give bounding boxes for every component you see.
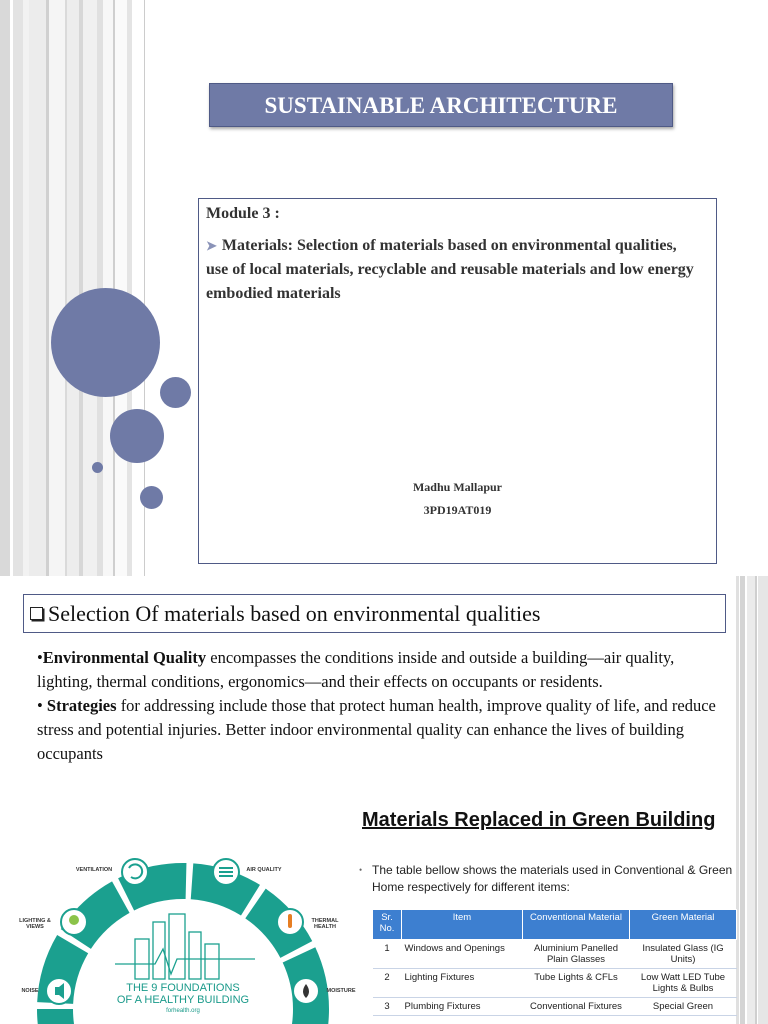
decorative-circle bbox=[51, 288, 160, 397]
decorative-circle bbox=[110, 409, 164, 463]
table-header: Conventional Material bbox=[523, 910, 630, 940]
slide-2 bbox=[0, 576, 768, 1024]
slide-2-title bbox=[23, 594, 726, 633]
table-cell: Special Green bbox=[630, 998, 737, 1016]
paragraph-text: for addressing include those that protect human health, improve quality of life, and reduce stress and potential injuries. Better indoor environmental quality can enhance the lives of building occupants bbox=[37, 696, 716, 763]
bullet-dot-icon: • bbox=[359, 865, 363, 875]
table-cell: Plumbing Fixtures bbox=[402, 998, 523, 1016]
table-cell: Conventional Fixtures bbox=[523, 998, 630, 1016]
table-cell: Windows and Openings bbox=[402, 940, 523, 969]
infographic-site: forhealth.org bbox=[166, 1008, 200, 1014]
arrow-bullet-icon: ➤ bbox=[206, 238, 217, 253]
slide-2-title-text: Selection Of materials based on environmental qualities bbox=[48, 601, 541, 626]
table-cell: Low Watt LED Tube Lights & Bulbs bbox=[630, 969, 737, 998]
infographic-title bbox=[105, 982, 261, 1006]
label-moisture: MOISTURE bbox=[326, 988, 356, 994]
table-header: Item bbox=[402, 910, 523, 940]
decorative-stripes bbox=[736, 576, 768, 1024]
paragraph-environmental-quality: •Environmental Quality encompasses the conditions inside and outside a building—air quality, lighting, thermal conditions, ergonomics—and their effects on occupants or residents. bbox=[37, 648, 675, 691]
table-cell: 3 bbox=[373, 998, 402, 1016]
infographic-title-line-1: THE 9 FOUNDATIONS bbox=[126, 982, 240, 994]
paragraph-strategies: • Strategies for addressing include those that protect human health, improve quality of life, and reduce stress and potential injuries. Better indoor environmental quality can enhance the lives of building occupants bbox=[37, 696, 716, 763]
decorative-stripes bbox=[0, 0, 150, 576]
module-description-text: Materials: Selection of materials based on environmental qualities, use of local materials, recyclable and reusable materials and low energy embodied materials bbox=[206, 237, 694, 302]
label-air-quality: AIR QUALITY bbox=[246, 867, 282, 873]
materials-heading: Materials Replaced in Green Building bbox=[362, 809, 716, 831]
author-id: 3PD19AT019 bbox=[423, 503, 492, 517]
module-heading: Module 3 : bbox=[206, 205, 280, 222]
table-cell: Insulated Glass (IG Units) bbox=[630, 940, 737, 969]
table-cell: Tube Lights & CFLs bbox=[523, 969, 630, 998]
table-header-row bbox=[373, 910, 737, 940]
label-noise: NOISE bbox=[21, 988, 39, 994]
infographic-title-line-2: OF A HEALTHY BUILDING bbox=[116, 994, 250, 1006]
module-content-box bbox=[198, 198, 717, 564]
bold-term: Environmental Quality bbox=[42, 648, 207, 667]
paragraph-text: encompasses the conditions inside and outside a building—air quality, lighting, thermal conditions, ergonomics—and their effects on occupants or residents. bbox=[37, 648, 675, 691]
decorative-circle bbox=[92, 462, 103, 473]
table-row bbox=[373, 969, 737, 998]
materials-table bbox=[372, 909, 737, 1016]
table-header: Green Material bbox=[630, 910, 737, 940]
table-header: Sr. No. bbox=[373, 910, 402, 940]
healthy-building-infographic bbox=[15, 834, 363, 1024]
label-thermal-health: THERMAL HEALTH bbox=[311, 918, 339, 930]
table-row bbox=[373, 998, 737, 1016]
module-description bbox=[206, 234, 696, 306]
table-cell: Aluminium Panelled Plain Glasses bbox=[523, 940, 630, 969]
label-ventilation: VENTILATION bbox=[75, 867, 113, 873]
slide-title: SUSTAINABLE ARCHITECTURE bbox=[209, 83, 673, 127]
table-cell: 1 bbox=[373, 940, 402, 969]
author-name: Madhu Mallapur bbox=[412, 480, 502, 494]
table-cell: 2 bbox=[373, 969, 402, 998]
decorative-circle bbox=[160, 377, 191, 408]
slide-2-body bbox=[37, 646, 717, 766]
table-row bbox=[373, 940, 737, 969]
checkbox-bullet-icon bbox=[30, 607, 43, 620]
table-cell: Lighting Fixtures bbox=[402, 969, 523, 998]
decorative-circle bbox=[140, 486, 163, 509]
materials-description: The table bellow shows the materials used in Conventional & Green Home respectively for different items: bbox=[372, 863, 733, 894]
label-lighting-views: LIGHTING & VIEWS bbox=[19, 918, 51, 930]
bold-term: Strategies bbox=[46, 696, 117, 715]
